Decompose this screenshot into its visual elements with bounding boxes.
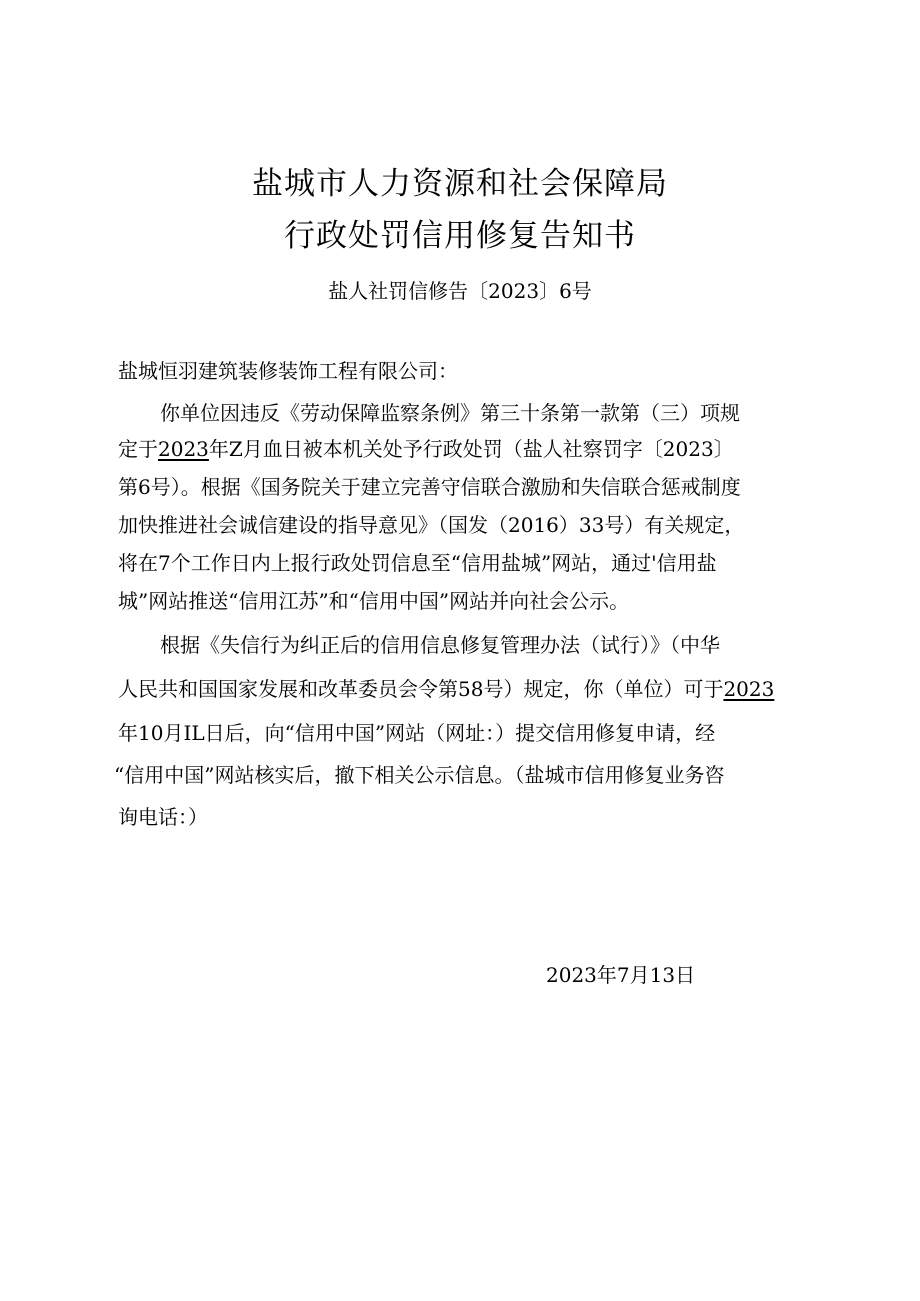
text-segment: 人民共和国国家发展和改革委员会令第58号）规定，你（单位）可于 <box>118 677 724 701</box>
paragraph-1-line-1: 你单位因违反《劳动保障监察条例》第三十条第一款第（三）项规 <box>160 401 740 425</box>
addressee: 盐城恒羽建筑装修装饰工程有限公司： <box>118 359 458 383</box>
notice-title-line1: 盐城市人力资源和社会保障局 <box>252 166 668 202</box>
text-segment: 年Z月血日被本机关处予行政处罚（盐人社察罚字〔2023〕 <box>208 437 734 461</box>
notice-title-line2: 行政处罚信用修复告知书 <box>284 218 636 254</box>
paragraph-2-line-5: 询电话：） <box>118 805 208 829</box>
document-number: 盐人社罚信修告〔2023〕6号 <box>328 279 592 303</box>
text-segment: 定于 <box>118 437 158 461</box>
paragraph-2-line-2 <box>118 674 808 704</box>
underlined-year: 2023 <box>723 677 775 701</box>
paragraph-1-line-3: 第6号）。根据《国务院关于建立完善守信联合激励和失信联合惩戒制度 <box>118 475 741 499</box>
issue-date: 2023年7月13日 <box>546 963 696 987</box>
paragraph-2-line-1: 根据《失信行为纠正后的信用信息修复管理办法（试行）》（中华 <box>160 633 720 657</box>
paragraph-2-line-4: “信用中国”网站核实后，撤下相关公示信息。（盐城市信用修复业务咨 <box>114 763 725 787</box>
paragraph-1-line-2 <box>118 434 808 464</box>
paragraph-2-line-3: 年10月IL日后，向“信用中国”网站（网址：）提交信用修复申请，经 <box>118 721 716 745</box>
underlined-year: 2023 <box>158 437 209 461</box>
paragraph-1-line-4: 加快推进社会诚信建设的指导意见》（国发（2016）33号）有关规定， <box>118 513 745 537</box>
paragraph-1-line-6: 城”网站推送“信用江苏”和“信用中国”网站并向社会公示。 <box>118 589 630 613</box>
paragraph-1-line-5: 将在7个工作日内上报行政处罚信息至“信用盐城”网站，通过'信用盐 <box>118 551 717 575</box>
